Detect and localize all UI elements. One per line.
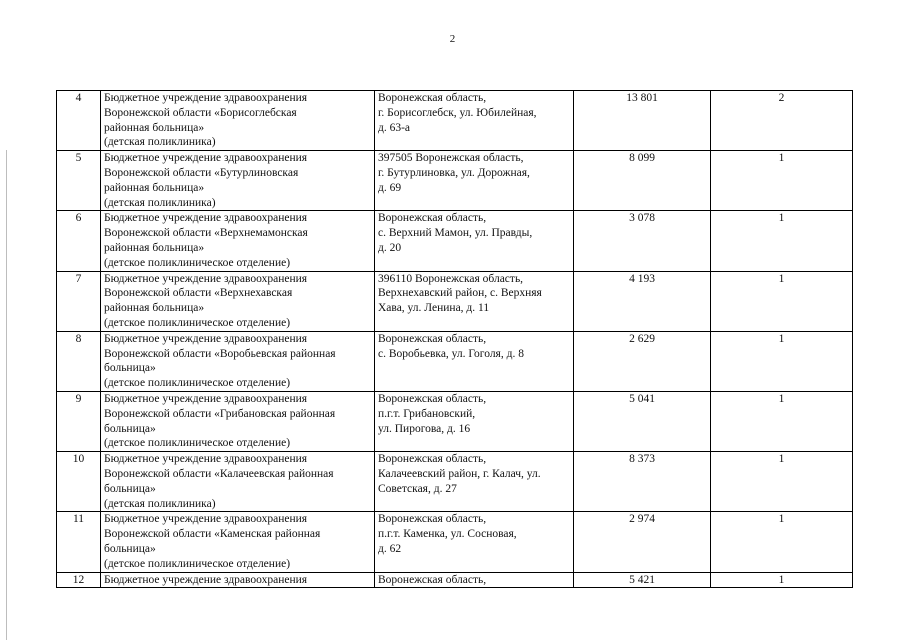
population-count: 5 041 [574, 391, 711, 451]
row-number: 7 [57, 271, 101, 331]
quantity: 2 [711, 91, 853, 151]
quantity: 1 [711, 512, 853, 572]
row-number: 8 [57, 331, 101, 391]
population-count: 2 629 [574, 331, 711, 391]
institution-name: Бюджетное учреждение здравоохранения Воронежской области «Верхнехавская районная больница» (детское поликлиническое отделение) [101, 271, 375, 331]
quantity: 1 [711, 391, 853, 451]
institution-name: Бюджетное учреждение здравоохранения Воронежской области «Верхнемамонская районная больница» (детское поликлиническое отделение) [101, 211, 375, 271]
institution-address: 397505 Воронежская область, г. Бутурлиновка, ул. Дорожная, д. 69 [375, 151, 574, 211]
population-count: 3 078 [574, 211, 711, 271]
institution-name: Бюджетное учреждение здравоохранения Воронежской области «Воробьевская районная больница» (детское поликлиническое отделение) [101, 331, 375, 391]
quantity: 1 [711, 211, 853, 271]
table-row [57, 512, 853, 572]
table-row [57, 391, 853, 451]
quantity: 1 [711, 331, 853, 391]
institution-address: Воронежская область, Калачеевский район, г. Калач, ул. Советская, д. 27 [375, 452, 574, 512]
quantity: 1 [711, 572, 853, 588]
institution-address: Воронежская область, п.г.т. Каменка, ул. Сосновая, д. 62 [375, 512, 574, 572]
row-number: 10 [57, 452, 101, 512]
population-count: 13 801 [574, 91, 711, 151]
institution-name: Бюджетное учреждение здравоохранения Воронежской области «Грибановская районная больница» (детское поликлиническое отделение) [101, 391, 375, 451]
table-row [57, 572, 853, 588]
institution-name: Бюджетное учреждение здравоохранения Воронежской области «Бутурлиновская районная больница» (детская поликлиника) [101, 151, 375, 211]
institution-address: 396110 Воронежская область, Верхнехавский район, с. Верхняя Хава, ул. Ленина, д. 11 [375, 271, 574, 331]
institution-address: Воронежская область, с. Воробьевка, ул. Гоголя, д. 8 [375, 331, 574, 391]
institution-name: Бюджетное учреждение здравоохранения Воронежской области «Каменская районная больница» (детское поликлиническое отделение) [101, 512, 375, 572]
table-row [57, 452, 853, 512]
row-number: 6 [57, 211, 101, 271]
institution-name: Бюджетное учреждение здравоохранения [101, 572, 375, 588]
institution-name: Бюджетное учреждение здравоохранения Воронежской области «Борисоглебская районная больница» (детская поликлиника) [101, 91, 375, 151]
scan-edge-line [6, 150, 7, 640]
row-number: 12 [57, 572, 101, 588]
population-count: 4 193 [574, 271, 711, 331]
population-count: 8 099 [574, 151, 711, 211]
quantity: 1 [711, 452, 853, 512]
row-number: 4 [57, 91, 101, 151]
quantity: 1 [711, 271, 853, 331]
population-count: 5 421 [574, 572, 711, 588]
table-row [57, 211, 853, 271]
institution-address: Воронежская область, п.г.т. Грибановский, ул. Пирогова, д. 16 [375, 391, 574, 451]
row-number: 9 [57, 391, 101, 451]
institution-address: Воронежская область, г. Борисоглебск, ул. Юбилейная, д. 63-а [375, 91, 574, 151]
row-number: 5 [57, 151, 101, 211]
population-count: 2 974 [574, 512, 711, 572]
institution-address: Воронежская область, с. Верхний Мамон, ул. Правды, д. 20 [375, 211, 574, 271]
institutions-table [56, 90, 853, 588]
quantity: 1 [711, 151, 853, 211]
table-row [57, 91, 853, 151]
table-row [57, 151, 853, 211]
row-number: 11 [57, 512, 101, 572]
table-row [57, 271, 853, 331]
table-row [57, 331, 853, 391]
institution-name: Бюджетное учреждение здравоохранения Воронежской области «Калачеевская районная больница» (детская поликлиника) [101, 452, 375, 512]
population-count: 8 373 [574, 452, 711, 512]
institution-address: Воронежская область, [375, 572, 574, 588]
page-number: 2 [449, 33, 456, 45]
